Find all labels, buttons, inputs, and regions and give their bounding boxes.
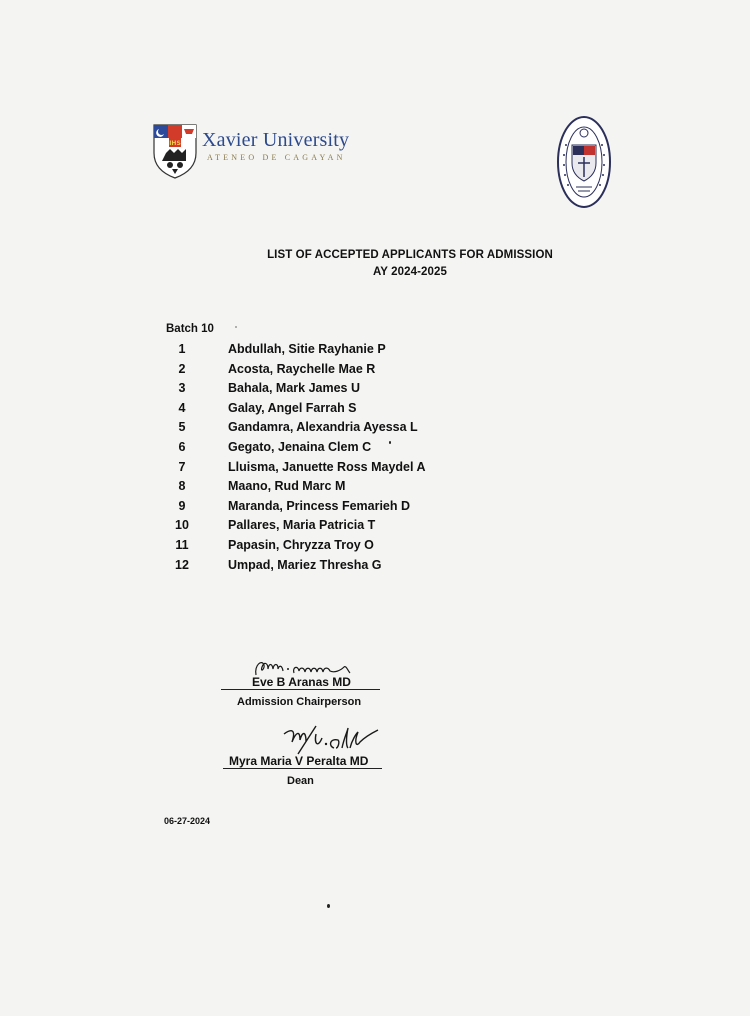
- scan-speck: [327, 904, 330, 908]
- scan-speck: [389, 441, 391, 444]
- applicant-number: 9: [178, 498, 186, 513]
- applicant-name: Umpad, Mariez Thresha G: [228, 557, 382, 572]
- applicant-number: 2: [178, 361, 186, 376]
- applicant-number: 3: [178, 381, 186, 396]
- applicant-name: Abdullah, Sitie Rayhanie P: [228, 342, 386, 356]
- batch-label: Batch 10: [166, 323, 214, 335]
- university-subtitle: ATENEO DE CAGAYAN: [207, 153, 346, 162]
- scan-speck: [235, 326, 237, 328]
- chairperson-name: Eve B Aranas MD: [252, 675, 351, 689]
- applicant-name: Acosta, Raychelle Mae R: [228, 361, 376, 376]
- applicant-number: 6: [178, 439, 186, 454]
- university-name: Xavier University: [202, 129, 350, 151]
- signature-line: [221, 689, 380, 690]
- applicant-name: Gandamra, Alexandria Ayessa L: [228, 420, 418, 435]
- applicant-number: 12: [175, 557, 189, 572]
- applicant-name: Gegato, Jenaina Clem C: [228, 439, 372, 454]
- applicant-name: Bahala, Mark James U: [228, 381, 361, 396]
- applicant-number: 10: [175, 518, 189, 533]
- svg-text:IHS: IHS: [169, 140, 181, 147]
- applicant-number: 7: [178, 459, 186, 474]
- xu-shield-icon: [152, 123, 198, 179]
- applicant-number: 1: [178, 342, 186, 356]
- applicant-number: 11: [175, 537, 189, 552]
- signature-line: [223, 768, 382, 769]
- applicant-number: 8: [178, 479, 186, 494]
- applicant-name: Maano, Rud Marc M: [228, 479, 346, 494]
- dean-name: Myra Maria V Peralta MD: [229, 754, 369, 768]
- document-title: LIST OF ACCEPTED APPLICANTS FOR ADMISSION: [267, 249, 553, 261]
- applicant-name: Papasin, Chryzza Troy O: [228, 537, 374, 552]
- applicant-number: 5: [178, 420, 186, 435]
- document-date: 06-27-2024: [164, 816, 211, 826]
- academic-year: AY 2024-2025: [372, 266, 448, 278]
- applicant-number: 4: [178, 400, 186, 415]
- dean-role: Dean: [287, 775, 314, 787]
- xavier-university-logo: [152, 123, 382, 181]
- applicant-name: Galay, Angel Farrah S: [228, 400, 357, 415]
- applicant-name: Lluisma, Januette Ross Maydel A: [228, 459, 426, 474]
- applicant-name: Maranda, Princess Femarieh D: [228, 498, 411, 513]
- applicant-name: Pallares, Maria Patricia T: [228, 518, 376, 533]
- chairperson-role: Admission Chairperson: [237, 696, 362, 708]
- school-of-medicine-seal: [556, 115, 612, 209]
